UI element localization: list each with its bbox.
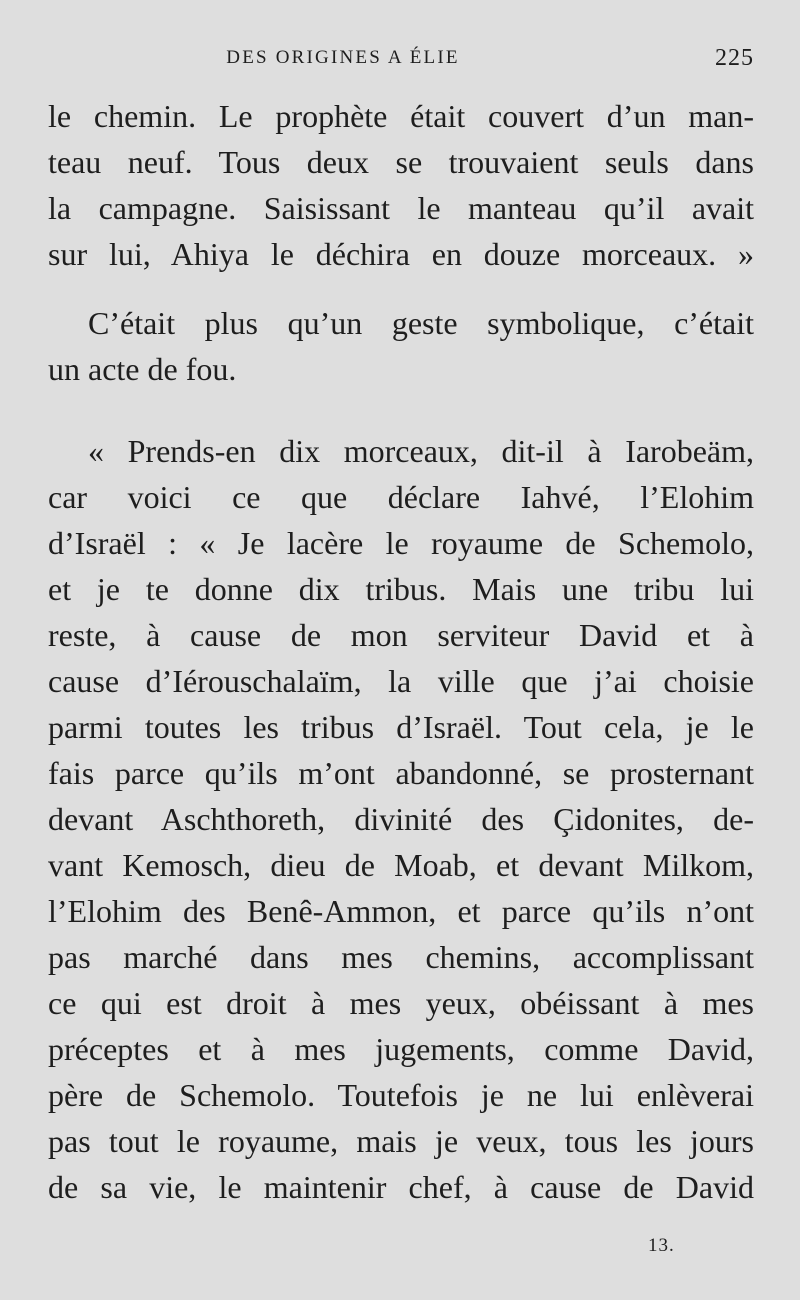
text-line: cause d’Iérouschalaïm, la ville que j’ai choisie: [48, 663, 754, 699]
text-line: de sa vie, le maintenir chef, à cause de David: [48, 1169, 754, 1205]
paragraph-gap: [48, 277, 754, 300]
text-line: un acte de fou.: [48, 351, 237, 387]
text-line: pas tout le royaume, mais je veux, tous les jours: [48, 1123, 754, 1159]
running-title: DES ORIGINES A ÉLIE: [226, 47, 460, 68]
text-line: père de Schemolo. Toutefois je ne lui enlèverai: [48, 1077, 754, 1113]
text-line: parmi toutes les tribus d’Israël. Tout cela, je le: [48, 709, 754, 745]
text-line: et je te donne dix tribus. Mais une tribu lui: [48, 571, 754, 607]
text-line: fais parce qu’ils m’ont abandonné, se prosternant: [48, 755, 754, 791]
text-line: sur lui, Ahiya le déchira en douze morceaux. »: [48, 236, 754, 272]
text-line: reste, à cause de mon serviteur David et à: [48, 617, 754, 653]
text-line: préceptes et à mes jugements, comme David,: [48, 1031, 754, 1067]
paragraph-3: [48, 428, 754, 1210]
text-line: l’Elohim des Benê-Ammon, et parce qu’ils n’ont: [48, 893, 754, 929]
text-line: C’était plus qu’un geste symbolique, c’était: [88, 305, 754, 341]
running-head: [48, 44, 754, 72]
text-line: vant Kemosch, dieu de Moab, et devant Milkom,: [48, 847, 754, 883]
text-line: d’Israël : « Je lacère le royaume de Schemolo,: [48, 525, 754, 561]
signature-mark: 13.: [648, 1235, 675, 1256]
paragraph-2: [48, 300, 754, 392]
page-number: 225: [715, 45, 754, 71]
text-line: la campagne. Saisissant le manteau qu’il avait: [48, 190, 754, 226]
text-line: ce qui est droit à mes yeux, obéissant à mes: [48, 985, 754, 1021]
text-line: car voici ce que déclare Iahvé, l’Elohim: [48, 479, 754, 515]
text-line: teau neuf. Tous deux se trouvaient seuls dans: [48, 144, 754, 180]
paragraph-gap: [48, 392, 754, 428]
text-line: devant Aschthoreth, divinité des Çidonites, de-: [48, 801, 754, 837]
body-text: [48, 93, 754, 1210]
text-line: pas marché dans mes chemins, accomplissant: [48, 939, 754, 975]
text-line: « Prends-en dix morceaux, dit-il à Iarobeäm,: [88, 433, 754, 469]
text-line: le chemin. Le prophète était couvert d’un man-: [48, 98, 754, 134]
paragraph-1: [48, 93, 754, 277]
